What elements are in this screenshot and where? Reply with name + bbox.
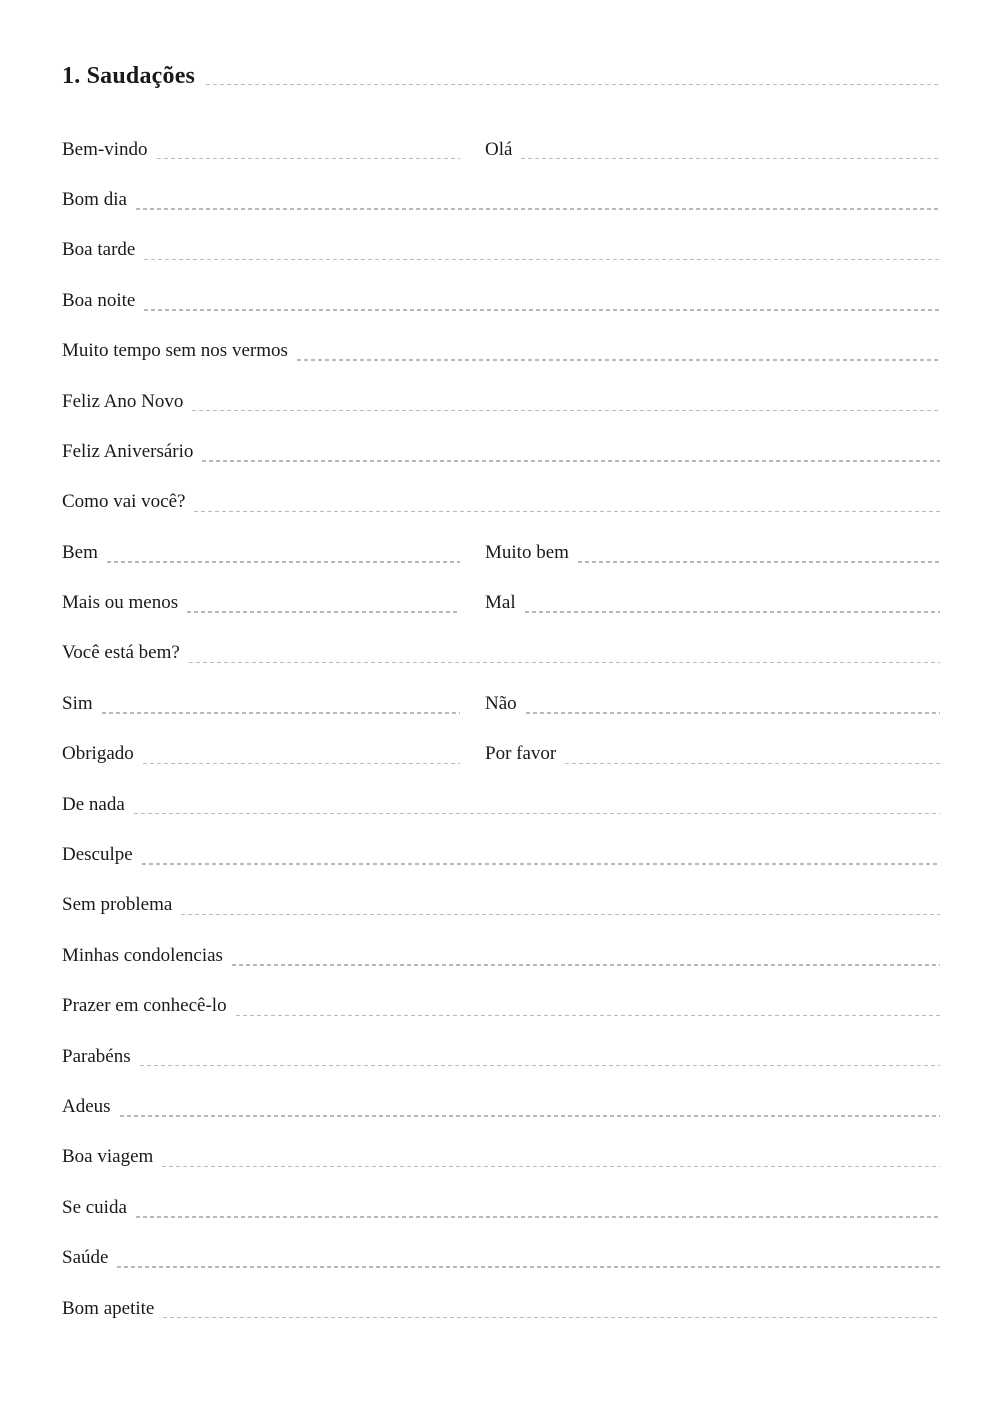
fill-in-line bbox=[136, 1216, 940, 1218]
phrase-row bbox=[62, 916, 940, 966]
fill-in-line bbox=[120, 1115, 940, 1117]
fill-in-line bbox=[144, 309, 940, 311]
phrase-row bbox=[62, 1219, 940, 1269]
fill-in-line bbox=[232, 964, 940, 966]
phrase-label: Mais ou menos bbox=[62, 592, 179, 614]
phrase-row bbox=[62, 261, 940, 311]
phrase-row bbox=[62, 110, 940, 160]
fill-in-line bbox=[236, 1015, 940, 1017]
phrase-label: Muito tempo sem nos vermos bbox=[62, 340, 288, 362]
phrase-label: De nada bbox=[62, 793, 125, 815]
title-fill-in-line bbox=[206, 84, 940, 86]
phrase-column-left bbox=[62, 139, 460, 161]
phrase-row bbox=[62, 715, 940, 765]
phrase-row bbox=[62, 160, 940, 210]
phrase-label: Prazer em conhecê-lo bbox=[62, 995, 227, 1017]
phrase-column-right bbox=[485, 542, 940, 564]
phrase-label: Saúde bbox=[62, 1247, 109, 1269]
section-header bbox=[62, 58, 940, 90]
phrase-label: Olá bbox=[485, 138, 513, 160]
fill-in-line bbox=[157, 158, 461, 160]
phrase-row bbox=[62, 765, 940, 815]
phrase-row bbox=[62, 412, 940, 462]
fill-in-line bbox=[140, 1065, 940, 1067]
phrase-row bbox=[62, 664, 940, 714]
fill-in-line bbox=[134, 813, 940, 815]
fill-in-line bbox=[526, 712, 940, 714]
phrase-row bbox=[62, 463, 940, 513]
phrase-label: Parabéns bbox=[62, 1045, 131, 1067]
phrase-label: Bom apetite bbox=[62, 1297, 155, 1319]
phrase-column-right bbox=[485, 693, 940, 715]
phrase-label: Obrigado bbox=[62, 743, 134, 765]
phrase-row bbox=[62, 362, 940, 412]
phrase-label: Boa noite bbox=[62, 289, 136, 311]
phrase-label: Sim bbox=[62, 692, 93, 714]
fill-in-line bbox=[202, 460, 940, 462]
phrase-row bbox=[62, 1168, 940, 1218]
fill-in-line bbox=[565, 763, 940, 765]
phrase-label: Se cuida bbox=[62, 1196, 127, 1218]
phrase-row bbox=[62, 866, 940, 916]
phrase-label: Feliz Ano Novo bbox=[62, 390, 184, 412]
phrase-label: Mal bbox=[485, 592, 516, 614]
phrase-column-right bbox=[485, 743, 940, 765]
phrase-label: Bom dia bbox=[62, 188, 127, 210]
phrase-label: Feliz Aniversário bbox=[62, 440, 194, 462]
phrase-row bbox=[62, 614, 940, 664]
phrase-label: Como vai você? bbox=[62, 491, 186, 513]
phrase-row bbox=[62, 815, 940, 865]
phrase-column-right bbox=[485, 139, 940, 161]
fill-in-line bbox=[142, 863, 940, 865]
phrase-label: Bem bbox=[62, 541, 98, 563]
section-title: 1. Saudações bbox=[62, 63, 196, 89]
fill-in-line bbox=[162, 1166, 940, 1168]
fill-in-line bbox=[192, 410, 940, 412]
fill-in-line bbox=[578, 561, 940, 563]
phrase-column-left bbox=[62, 592, 460, 614]
phrase-label: Adeus bbox=[62, 1095, 111, 1117]
fill-in-line bbox=[194, 511, 940, 513]
phrase-label: Sem problema bbox=[62, 894, 173, 916]
fill-in-line bbox=[117, 1266, 940, 1268]
phrase-row bbox=[62, 211, 940, 261]
phrase-label: Por favor bbox=[485, 743, 557, 765]
phrase-row bbox=[62, 1269, 940, 1319]
phrase-label: Bem-vindo bbox=[62, 138, 148, 160]
phrase-column-left bbox=[62, 743, 460, 765]
phrase-label: Boa viagem bbox=[62, 1146, 154, 1168]
fill-in-line bbox=[525, 611, 940, 613]
phrase-row bbox=[62, 1017, 940, 1067]
fill-in-line bbox=[181, 914, 940, 916]
fill-in-line bbox=[189, 662, 940, 664]
phrase-label: Você está bem? bbox=[62, 642, 180, 664]
phrase-row bbox=[62, 513, 940, 563]
phrase-list bbox=[62, 110, 940, 1319]
phrase-label: Minhas condolencias bbox=[62, 944, 223, 966]
phrase-row bbox=[62, 1067, 940, 1117]
phrase-column-left bbox=[62, 542, 460, 564]
phrase-row bbox=[62, 967, 940, 1017]
fill-in-line bbox=[521, 158, 940, 160]
phrase-row bbox=[62, 312, 940, 362]
phrase-label: Não bbox=[485, 692, 517, 714]
fill-in-line bbox=[297, 359, 940, 361]
phrase-column-right bbox=[485, 592, 940, 614]
fill-in-line bbox=[187, 611, 460, 613]
fill-in-line bbox=[102, 712, 460, 714]
fill-in-line bbox=[107, 561, 460, 563]
phrase-row bbox=[62, 1118, 940, 1168]
fill-in-line bbox=[143, 763, 460, 765]
phrase-label: Boa tarde bbox=[62, 239, 136, 261]
phrase-label: Muito bem bbox=[485, 541, 569, 563]
phrase-label: Desculpe bbox=[62, 844, 133, 866]
phrase-column-left bbox=[62, 693, 460, 715]
fill-in-line bbox=[136, 208, 940, 210]
phrase-row bbox=[62, 564, 940, 614]
fill-in-line bbox=[163, 1317, 940, 1319]
fill-in-line bbox=[144, 259, 940, 261]
